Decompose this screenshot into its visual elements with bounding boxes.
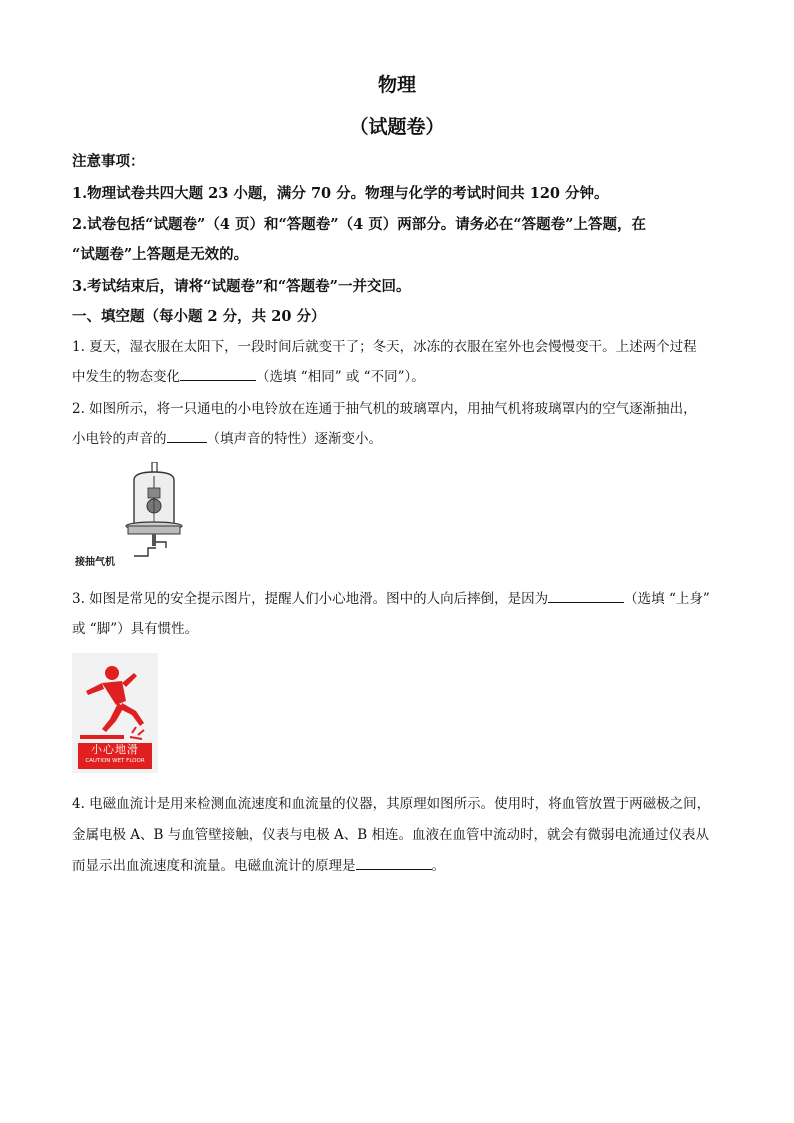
- question-4-line-1: 4. 电磁血流计是用来检测血流速度和血流量的仪器，其原理如图所示。使用时，将血管放置于两磁极之间，: [72, 796, 711, 812]
- answer-blank-3[interactable]: [548, 588, 624, 603]
- answer-blank-1[interactable]: [180, 366, 256, 381]
- question-3-text-a: 3. 如图是常见的安全提示图片，提醒人们小心地滑。图中的人向后摔倒，是因为: [72, 591, 549, 607]
- note-2-line-2: “试题卷”上答题是无效的。: [72, 246, 249, 263]
- notes-heading: 注意事项：: [72, 153, 145, 170]
- answer-blank-2[interactable]: [167, 428, 207, 443]
- question-4-text-a: 而显示出血流速度和流量。电磁血流计的原理是: [72, 858, 356, 874]
- note-1: 1.物理试卷共四大题 23 小题，满分 70 分。物理与化学的考试时间共 120 分钟。: [72, 185, 609, 202]
- question-1-text-b: （选填 “相同” 或 “不同”）。: [256, 369, 425, 385]
- page-subtitle: （试题卷）: [349, 116, 445, 138]
- note-3: 3.考试结束后，请将“试题卷”和“答题卷”一并交回。: [72, 278, 411, 295]
- question-2-text-b: （填声音的特性）逐渐变小。: [206, 431, 382, 447]
- bell-jar-label: 接抽气机: [75, 557, 115, 568]
- question-2-text-a: 小电铃的声音的: [72, 431, 167, 447]
- question-1-line-2: [72, 362, 425, 392]
- question-3-text-b: （选填 “上身”: [624, 591, 710, 607]
- note-2-line-1: 2.试卷包括“试题卷”（4 页）和“答题卷”（4 页）两部分。请务必在“答题卷”上答题，在: [72, 216, 646, 233]
- sign-banner: [78, 743, 152, 769]
- question-2-line-1: 2. 如图所示，将一只通电的小电铃放在连通于抽气机的玻璃罩内，用抽气机将玻璃罩内的空气逐渐抽出，: [72, 401, 697, 417]
- question-1-line-1: 1. 夏天，湿衣服在太阳下，一段时间后就变干了；冬天，冰冻的衣服在室外也会慢慢变干。上述两个过程: [72, 339, 697, 355]
- question-4-line-3: [72, 851, 445, 881]
- question-4-text-b: 。: [431, 858, 445, 874]
- page-title: 物理: [377, 74, 416, 96]
- answer-blank-4[interactable]: [356, 855, 432, 870]
- section-heading: 一、填空题（每小题 2 分，共 20 分）: [72, 308, 326, 325]
- question-1-text-a: 中发生的物态变化: [72, 369, 180, 385]
- wet-floor-sign: [72, 653, 158, 773]
- slipping-person-icon: [72, 653, 158, 743]
- question-4-line-2: 金属电极 A、B 与血管壁接触，仪表与电极 A、B 相连。血液在血管中流动时，就会有微弱电流通过仪表从: [72, 827, 710, 843]
- question-3-line-1: [72, 584, 710, 614]
- question-2-line-2: [72, 424, 382, 454]
- question-3-line-2: 或 “脚”）具有惯性。: [72, 621, 199, 637]
- sign-text-en: CAUTION WET FLOOR: [85, 758, 145, 764]
- sign-text-cn: 小心地滑: [91, 743, 139, 756]
